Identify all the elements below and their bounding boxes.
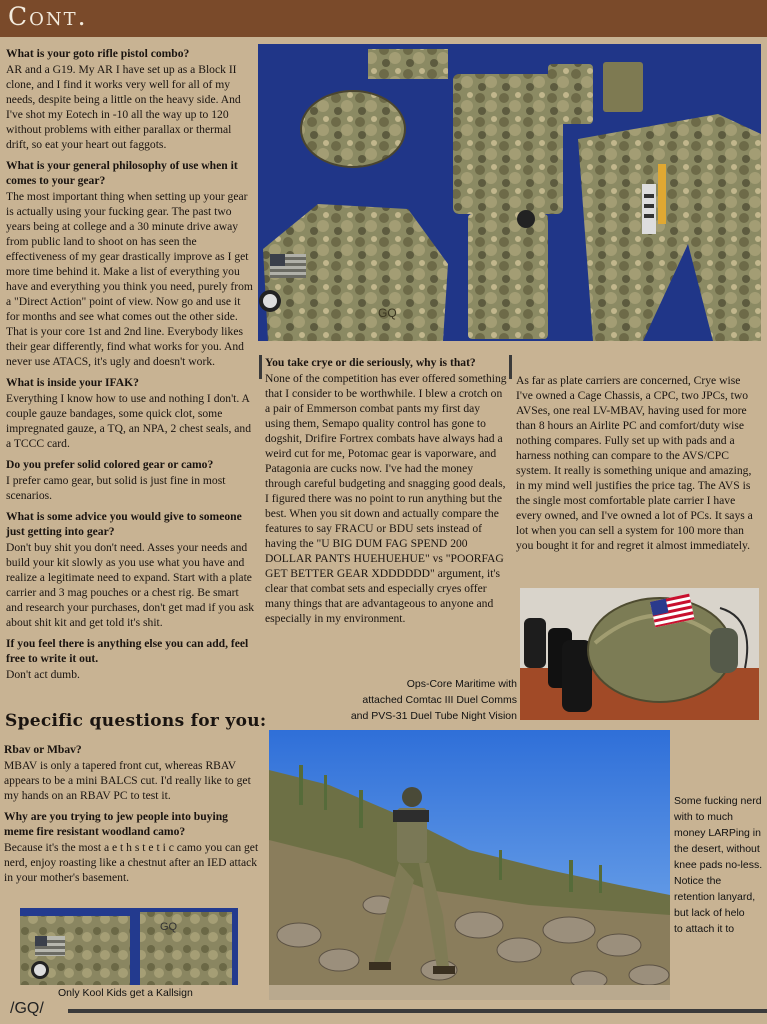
answer: Don't buy shit you don't need. Asses your needs and build your kit slowly as you use what you have and realize a legitimate need to expand. Start with a plate carrier and 3 mag pouches or a chest rig. Be smart and research your purchases, don't get mad if you ask about shit kit and get told it's shit. (6, 541, 255, 629)
helmet-caption (330, 676, 517, 724)
desert-photo (269, 730, 670, 1000)
question: You take crye or die seriously, why is that? (265, 356, 476, 369)
column-divider (509, 355, 512, 379)
kallsign-photo (20, 908, 238, 985)
gear-layout-photo (258, 44, 761, 341)
question: Why are you trying to jew people into buying meme fire resistant woodland camo? (4, 810, 228, 838)
caption-line: and PVS-31 Duel Tube Night Vision (350, 710, 517, 722)
question: Rbav or Mbav? (4, 743, 82, 756)
caption-line: Ops-Core Maritime with (406, 678, 517, 690)
answer: AR and a G19. My AR I have set up as a Block II clone, and I find it works very well for all of my needs, despite being a little on the heavy side. And I've shot my Eotech in -10 all the way up to 120 without problems with either parallax or thermal drift, so eat your heart out faggots. (6, 63, 241, 151)
question: What is inside your IFAK? (6, 376, 139, 389)
footer-rule (68, 1009, 767, 1013)
caption-line: to attach it to (674, 923, 735, 935)
specific-questions (4, 742, 260, 891)
column-divider (259, 355, 262, 379)
gear-name-tape: GQ (378, 306, 397, 320)
caption-line: the desert, without (674, 843, 760, 855)
answer: Don't act dumb. (6, 668, 80, 681)
kallsign-name-tape: GQ (160, 921, 178, 933)
caption-line: retention lanyard, (674, 891, 756, 903)
answer: The most important thing when setting up your gear is actually using your fucking gear. The past two years being at college and a 30 minute drive away from public land to shoot on has seen the effectiveness of my gear drastically improve as I get more time behind it. Make a list of everything you have and everything you think you need, purely from a "Direct Action" point of view. Now go and use it for months and see what comes out the other side. That is your core 1st and 2nd line. Everybody likes their gear differently, find what works for you. And never use ATACS, it's ugly and doesn't work. (6, 190, 253, 368)
desert-caption (674, 793, 766, 937)
answer: None of the competition has ever offered something that I consider to be worthwhile. I blew a crotch on a pair of Emmerson combat pants my first day using them, Semapo quality control has gone to dogshit, Drifire Fortrex combats have always had a weird cut for me, Potomac gear is vaporware, and Patagonia are cucks now. I've had the money through careful budgeting and snagging good deals, I figured there was no point to run anything but the best. When you sit down and actually compare the features to say FRACU or BDU sets instead of having the "U BIG DUM FAG SPEND 200 DOLLAR PANTS HUEHUEHUE" vs "POORFAG GET BETTER GEAR XDDDDDD" argument, it's clear that combat sets and especially cryes offer many things that are advantageous to anyone and especially in my environment. (265, 372, 507, 625)
caption-line: Notice the (674, 875, 722, 887)
question: If you feel there is anything else you can add, feel free to write it out. (6, 637, 249, 665)
answer: MBAV is only a tapered front cut, whereas RBAV appears to be a mini BALCS cut. I'd really like to get my hands on an RBAV PC to test it. (4, 759, 251, 802)
caption-line: Some fucking nerd (674, 795, 762, 807)
question: What is some advice you would give to someone just getting into gear? (6, 510, 242, 538)
header-bar (0, 0, 767, 37)
middle-column (265, 355, 507, 632)
answer: Because it's the most a e t h s t e t i c camo you can get nerd, enjoy roasting like a chestnut after an IED attack in your mother's basement. (4, 841, 259, 884)
left-column (6, 46, 256, 688)
kallsign-caption: Only Kool Kids get a Kallsign (58, 987, 193, 999)
caption-line: with to much (674, 811, 733, 823)
answer: I prefer camo gear, but solid is just fine in most scenarios. (6, 474, 226, 502)
section-title: Specific questions for you: (5, 711, 267, 731)
caption-line: money LARPing in (674, 827, 761, 839)
caption-line: but lack of helo (674, 907, 745, 919)
question: What is your goto rifle pistol combo? (6, 47, 190, 60)
answer: Everything I know how to use and nothing I don't. A couple gauze bandages, some quick clot, some impregnated gauze, a TQ, an NPA, 2 chest seals, and a TCCC card. (6, 392, 252, 450)
answer: As far as plate carriers are concerned, Crye wise I've owned a Cage Chassis, a CPC, two JPCs, two AVSes, one real LV-MBAV, having used for more than 8 hours an Airlite PC and comfort/duty wise nothing compares. Fully set up with pads and a harness nothing can compare to the AVS/CPC system. It really is something unique and amazing, in my mind well justifies the price tag. The AVS is the single most comfortable plate carrier I have every owned, and I've owned a lot of PCs. It says a lot when you can sell a system for 100 more than you bought it for and regret it almost immediately. (516, 374, 753, 552)
helmet-photo (520, 588, 759, 720)
question: Do you prefer solid colored gear or camo? (6, 458, 214, 471)
footer-label: /GQ/ (10, 1000, 44, 1017)
right-column (516, 373, 760, 559)
question: What is your general philosophy of use when it comes to your gear? (6, 159, 238, 187)
caption-line: attached Comtac III Duel Comms (362, 694, 517, 706)
caption-line: knee pads no-less. (674, 859, 763, 871)
page-title: Cont. (8, 2, 88, 31)
